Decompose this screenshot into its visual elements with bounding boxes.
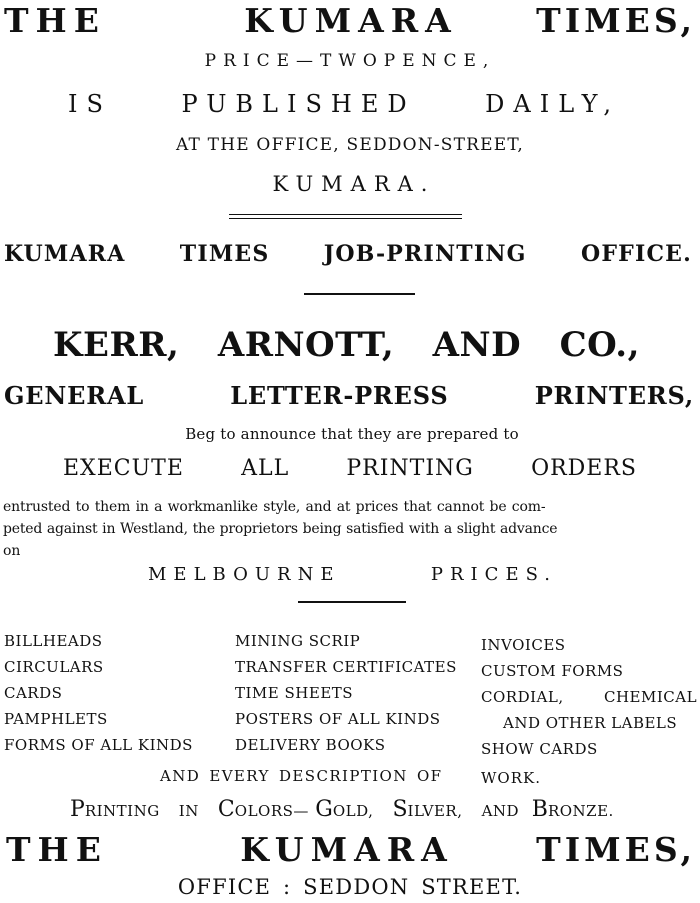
execute-orders: ORDERS [531, 456, 637, 481]
published-published: PUBLISHED [181, 90, 416, 118]
double-rule-bottom [229, 218, 462, 219]
services-col-1 [4, 628, 193, 758]
execute-printing: PRINTING [346, 456, 474, 481]
announce-line: Beg to announce that they are prepared to [185, 425, 519, 443]
trade-general: GENERAL [4, 381, 145, 410]
colors-gold: GOLD, [315, 797, 374, 822]
service-item: INVOICES [481, 636, 566, 654]
masthead-title [0, 1, 700, 40]
job-times: TIMES [179, 241, 270, 267]
body-line-2: peted against in Westland, the proprietors being satisfied with a slight advance [3, 521, 558, 537]
service-item: AND OTHER LABELS [503, 714, 678, 732]
service-item: FORMS OF ALL KINDS [4, 736, 193, 754]
masthead-title-kumara: KUMARA [244, 1, 458, 40]
job-kumara: KUMARA [4, 241, 126, 267]
execute-all: ALL [241, 456, 290, 481]
service-item: POSTERS OF ALL KINDS [235, 710, 441, 728]
service-item: DELIVERY BOOKS [235, 736, 386, 754]
melbourne-prices [0, 566, 700, 584]
service-chemical: CHEMICAL [604, 688, 698, 706]
every-description-line: AND EVERY DESCRIPTION OF [160, 767, 443, 785]
execute-execute: EXECUTE [63, 456, 184, 481]
job-jobprinting: JOB-PRINTING [323, 241, 527, 267]
footer-title-times: TIMES, [536, 830, 696, 869]
service-item: CIRCULARS [4, 658, 104, 676]
double-rule-top [229, 214, 462, 215]
service-item: MINING SCRIP [235, 632, 361, 650]
firm-arnott: ARNOTT, [217, 325, 395, 365]
melbourne-word: MELBOURNE [148, 564, 341, 585]
service-item: TRANSFER CERTIFICATES [235, 658, 457, 676]
body-line-3: on [3, 543, 21, 559]
service-item-cordial [481, 684, 698, 710]
trade-line [0, 381, 700, 410]
service-item: TIME SHEETS [235, 684, 354, 702]
firm-kerr: KERR, [53, 325, 180, 365]
short-rule-1 [304, 293, 415, 295]
colors-bronze: BRONZE. [531, 797, 614, 822]
colors-colors: COLORS— [217, 797, 309, 822]
firm-and: AND [432, 325, 522, 365]
services-col-3 [481, 632, 698, 762]
firm-name [0, 325, 700, 365]
colors-and: AND [481, 802, 520, 820]
town-line: KUMARA. [272, 172, 436, 196]
services-col-2 [235, 628, 457, 758]
trade-printers: PRINTERS, [534, 381, 694, 410]
work-word: WORK. [481, 769, 541, 787]
footer-office: OFFICE : SEDDON STREET. [177, 875, 523, 899]
colors-in: IN [178, 802, 199, 820]
service-item: SHOW CARDS [481, 740, 598, 758]
firm-co: CO., [559, 325, 640, 365]
service-item: CARDS [4, 684, 63, 702]
trade-letterpress: LETTER-PRESS [230, 381, 449, 410]
job-office: OFFICE. [580, 241, 692, 267]
footer-title-the: THE [6, 830, 108, 869]
colors-silver: SILVER, [392, 797, 463, 822]
body-line-1: entrusted to them in a workmanlike style, and at prices that cannot be com- [3, 499, 546, 515]
footer-title [0, 830, 700, 869]
execute-line [0, 458, 700, 480]
prices-word: PRICES. [430, 564, 557, 585]
colors-line [70, 799, 614, 821]
short-rule-2 [298, 601, 406, 603]
colors-printing: PRINTING [70, 797, 160, 822]
masthead-title-times: TIMES, [536, 1, 696, 40]
published-line [0, 92, 700, 116]
job-office-heading [0, 243, 700, 265]
service-item: CUSTOM FORMS [481, 662, 624, 680]
footer-title-kumara: KUMARA [240, 830, 454, 869]
published-is: IS [68, 90, 112, 118]
published-daily: DAILY, [485, 90, 620, 118]
service-item: PAMPHLETS [4, 710, 108, 728]
price-line: PRICE—TWOPENCE, [204, 51, 496, 71]
masthead-title-the: THE [4, 1, 106, 40]
office-line: AT THE OFFICE, SEDDON-STREET, [175, 135, 525, 155]
service-cordial: CORDIAL, [481, 688, 564, 706]
service-item: BILLHEADS [4, 632, 103, 650]
